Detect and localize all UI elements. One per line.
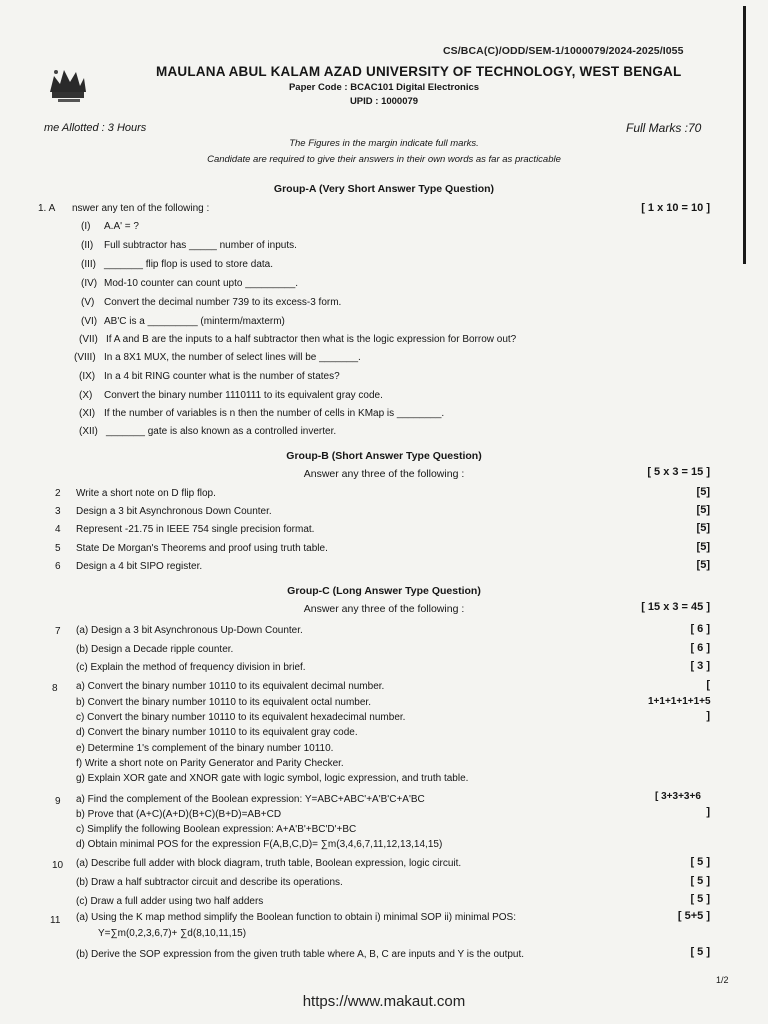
item-number: (II) <box>81 240 94 251</box>
footer-url[interactable]: https://www.makaut.com <box>302 993 466 1010</box>
list-item: a) Find the complement of the Boolean expression: Y=ABC+ABC'+A'B'C+A'BC <box>76 794 425 805</box>
question-number: 1. A <box>38 203 56 214</box>
list-item: In a 8X1 MUX, the number of select lines will be _______. <box>104 352 361 363</box>
item-number: (III) <box>81 259 96 270</box>
question-marks: ] <box>706 806 710 818</box>
list-item: If the number of variables is n then the number of cells in KMap is ________. <box>104 408 445 419</box>
list-item: f) Write a short note on Parity Generator and Parity Checker. <box>76 758 344 769</box>
list-item: e) Determine 1's complement of the binary number 10110. <box>76 743 334 754</box>
item-number: (VI) <box>81 316 98 327</box>
question-marks: [ 3 ] <box>690 660 710 672</box>
item-number: (I) <box>81 221 91 232</box>
item-number: (IV) <box>81 278 98 289</box>
list-item: (b) Draw a half subtractor circuit and describe its operations. <box>76 877 343 888</box>
question-marks: [5] <box>696 559 710 571</box>
list-item: d) Obtain minimal POS for the expression F(A,B,C,D)= ∑m(3,4,6,7,11,12,13,14,15) <box>76 839 443 850</box>
item-number: (XI) <box>79 408 96 419</box>
list-item: Full subtractor has _____ number of inputs. <box>104 240 297 251</box>
question-number: 4 <box>55 524 61 535</box>
page-number: 1/2 <box>716 975 729 985</box>
list-item: g) Explain XOR gate and XNOR gate with logic symbol, logic expression, and truth table. <box>76 773 469 784</box>
list-item: c) Simplify the following Boolean expression: A+A'B'+BC'D'+BC <box>76 824 357 835</box>
item-number: (XII) <box>79 426 98 437</box>
list-item: _______ flip flop is used to store data. <box>104 259 274 270</box>
list-item: Convert the binary number 1110111 to its equivalent gray code. <box>104 390 383 401</box>
question-number: 7 <box>55 626 61 637</box>
question-marks: ] <box>706 710 710 722</box>
list-item: Represent -21.75 in IEEE 754 single precision format. <box>76 524 315 535</box>
list-item: (a) Design a 3 bit Asynchronous Up-Down Counter. <box>76 625 303 636</box>
question-marks: [ 6 ] <box>690 642 710 654</box>
question-number: 10 <box>52 860 64 871</box>
group-c-title: Group-C (Long Answer Type Question) <box>287 585 481 597</box>
list-item: c) Convert the binary number 10110 to its equivalent hexadecimal number. <box>76 712 406 723</box>
list-item: (a) Using the K map method simplify the Boolean function to obtain i) minimal SOP ii) minimal POS: <box>76 912 516 923</box>
time-allotted: me Allotted : 3 Hours <box>44 122 147 134</box>
group-b-title: Group-B (Short Answer Type Question) <box>286 450 482 462</box>
group-c-marks: [ 15 x 3 = 45 ] <box>641 601 710 613</box>
list-item: (c) Draw a full adder using two half adders <box>76 896 264 907</box>
list-item: d) Convert the binary number 10110 to its equivalent gray code. <box>76 727 358 738</box>
question-marks: [ 3+3+3+6 <box>655 791 701 802</box>
question-marks: [ <box>706 679 710 691</box>
list-item: b) Convert the binary number 10110 to its equivalent octal number. <box>76 697 371 708</box>
question-marks: [5] <box>696 504 710 516</box>
question-number: 6 <box>55 561 61 572</box>
list-item: Mod-10 counter can count upto _________. <box>104 278 299 289</box>
candidate-note: Candidate are required to give their answers in their own words as far as practicable <box>207 154 561 165</box>
question-number: 2 <box>55 488 61 499</box>
paper-code: Paper Code : BCAC101 Digital Electronics <box>288 82 480 93</box>
margin-note: The Figures in the margin indicate full marks. <box>289 138 479 149</box>
list-item: Design a 3 bit Asynchronous Down Counter. <box>76 506 272 517</box>
university-name: MAULANA ABUL KALAM AZAD UNIVERSITY OF TECHNOLOGY, WEST BENGAL <box>156 64 682 79</box>
question-marks: [ 6 ] <box>690 623 710 635</box>
question-marks: [5] <box>696 486 710 498</box>
upid: UPID : 1000079 <box>349 96 419 107</box>
paper-reference: CS/BCA(C)/ODD/SEM-1/1000079/2024-2025/I055 <box>443 45 684 57</box>
list-item: AB'C is a _________ (minterm/maxterm) <box>104 316 285 327</box>
group-b-marks: [ 5 x 3 = 15 ] <box>647 466 710 478</box>
list-item: (a) Describe full adder with block diagram, truth table, Boolean expression, logic circuit. <box>76 858 462 869</box>
group-a-title: Group-A (Very Short Answer Type Question) <box>273 183 495 195</box>
group-a-instruction: nswer any ten of the following : <box>72 203 210 214</box>
question-number: 5 <box>55 543 61 554</box>
group-a-marks: [ 1 x 10 = 10 ] <box>641 202 710 214</box>
question-number: 11 <box>50 915 61 926</box>
question-marks: [ 5 ] <box>690 875 710 887</box>
group-c-instruction: Answer any three of the following : <box>303 603 465 615</box>
list-item: Write a short note on D flip flop. <box>76 488 216 499</box>
question-marks: [ 5 ] <box>690 856 710 868</box>
list-item: a) Convert the binary number 10110 to its equivalent decimal number. <box>76 681 385 692</box>
list-item: Y=∑m(0,2,3,6,7)+ ∑d(8,10,11,15) <box>98 928 247 939</box>
list-item: (b) Design a Decade ripple counter. <box>76 644 234 655</box>
question-marks: [ 5+5 ] <box>677 910 710 922</box>
question-number: 3 <box>55 506 61 517</box>
item-number: (X) <box>79 390 93 401</box>
question-marks: [5] <box>696 541 710 553</box>
page-edge-line <box>743 6 746 264</box>
item-number: (VII) <box>79 334 98 345</box>
list-item: (c) Explain the method of frequency division in brief. <box>76 662 306 673</box>
question-marks: [ 5 ] <box>690 893 710 905</box>
item-number: (VIII) <box>74 352 96 363</box>
list-item: State De Morgan's Theorems and proof using truth table. <box>76 543 328 554</box>
list-item: Convert the decimal number 739 to its excess-3 form. <box>104 297 342 308</box>
full-marks: Full Marks :70 <box>626 121 702 135</box>
item-number: (V) <box>81 297 95 308</box>
list-item: In a 4 bit RING counter what is the number of states? <box>104 371 340 382</box>
list-item: Design a 4 bit SIPO register. <box>76 561 203 572</box>
question-marks: [ 5 ] <box>690 946 710 958</box>
question-number: 8 <box>52 683 58 694</box>
list-item: A.A' = ? <box>104 221 139 232</box>
list-item: _______ gate is also known as a controlled inverter. <box>106 426 337 437</box>
question-marks: 1+1+1+1+1+5 <box>648 696 711 707</box>
question-number: 9 <box>55 796 61 807</box>
list-item: (b) Derive the SOP expression from the given truth table where A, B, C are inputs and Y is the output. <box>76 949 525 960</box>
item-number: (IX) <box>79 371 96 382</box>
list-item: b) Prove that (A+C)(A+D)(B+C)(B+D)=AB+CD <box>76 809 282 820</box>
list-item: If A and B are the inputs to a half subtractor then what is the logic expression for Borrow out? <box>106 334 517 345</box>
question-marks: [5] <box>696 522 710 534</box>
group-b-instruction: Answer any three of the following : <box>303 468 465 480</box>
